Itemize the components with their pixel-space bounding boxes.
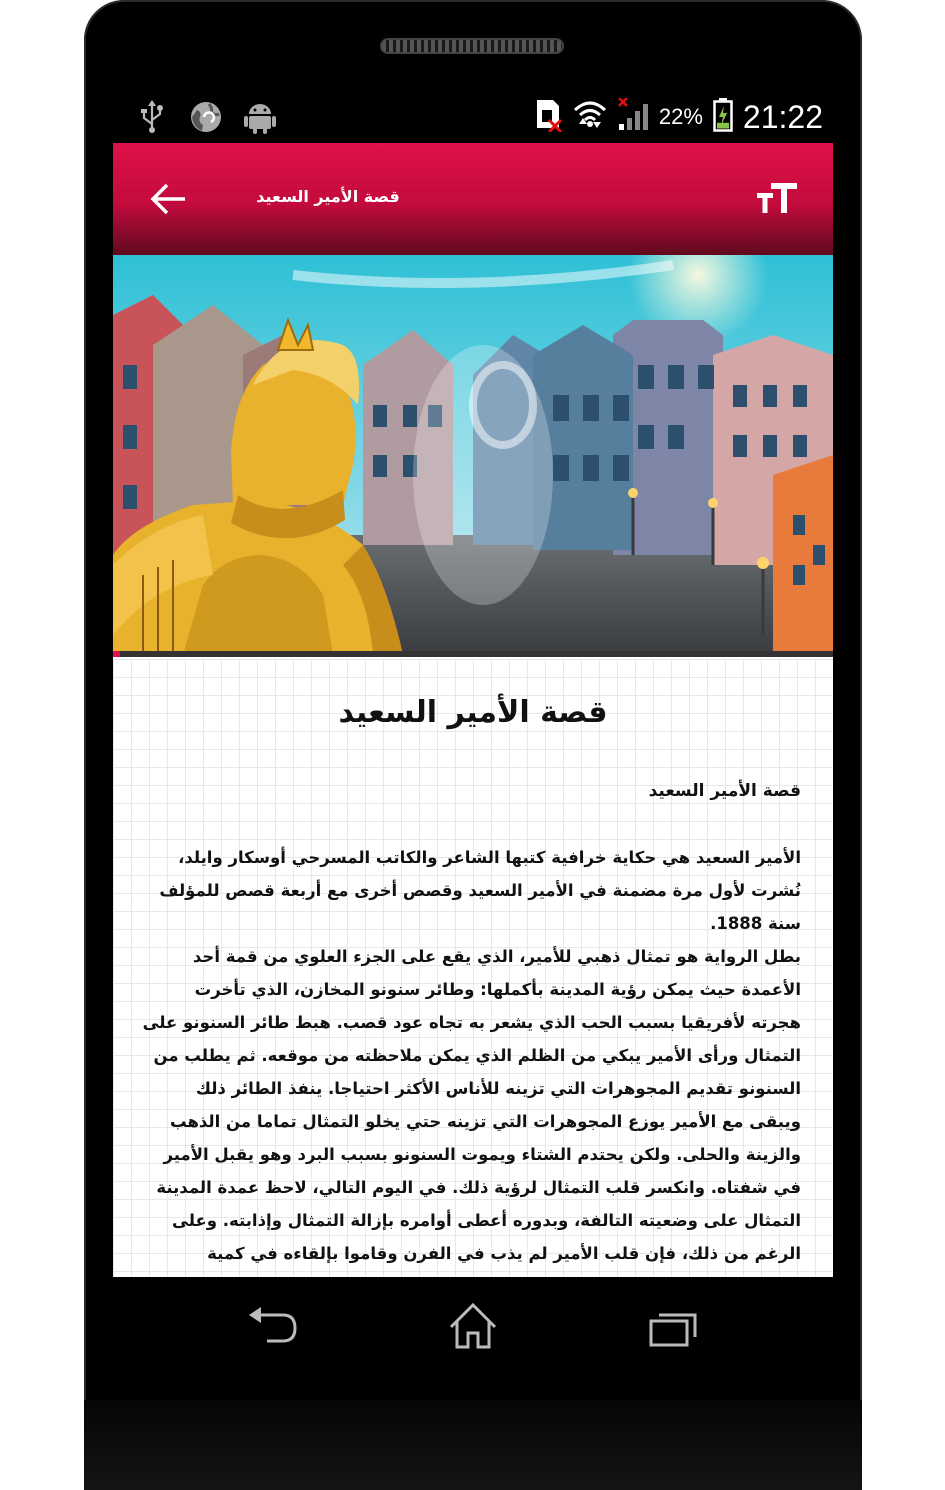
nav-recents-icon	[643, 1301, 703, 1351]
clock: 21:22	[742, 98, 823, 135]
nav-back-icon	[243, 1301, 303, 1351]
app-bar	[113, 143, 833, 255]
page-title: قصة الأمير السعيد	[256, 187, 400, 206]
nav-recents-button[interactable]	[643, 1301, 703, 1351]
story-heading: قصة الأمير السعيد	[338, 695, 608, 730]
text-size-button[interactable]	[755, 179, 799, 219]
story-illustration	[113, 255, 833, 655]
story-subheading: قصة الأمير السعيد	[648, 781, 801, 801]
nav-back-button[interactable]	[243, 1301, 303, 1351]
app-screen	[113, 143, 833, 1277]
nav-home-button[interactable]	[443, 1301, 503, 1351]
wifi-icon	[573, 98, 607, 136]
system-nav-bar	[113, 1277, 833, 1387]
story-body	[141, 841, 801, 1270]
status-bar	[113, 96, 833, 142]
device-chin	[84, 1400, 862, 1490]
sim-no-service-icon	[535, 98, 563, 136]
back-button[interactable]	[149, 179, 189, 219]
android-icon	[243, 100, 277, 134]
usb-icon	[135, 100, 169, 134]
nav-home-icon	[443, 1301, 503, 1351]
text-size-icon	[755, 179, 799, 219]
video-progress-track[interactable]	[113, 651, 833, 657]
battery-percent: 22%	[658, 104, 703, 129]
arrow-left-icon	[149, 179, 189, 219]
story-content	[113, 659, 833, 1277]
signal-icon	[617, 98, 649, 136]
battery-charging-icon	[713, 98, 733, 136]
web-sync-icon	[189, 100, 223, 134]
earpiece-speaker	[380, 38, 564, 54]
story-paragraph: بطل الرواية هو تمثال ذهبي للأمير، الذي يقع على الجزء العلوي من قمة أحد الأعمدة حيث يمكن رؤية المدينة بأكملها: وطائر سنونو المخازن، الذي تأخرت هجرته لأفريقيا بسبب الحب الذي يشعر به تجاه عود قصب. هبط طائر السنونو على التمثال ورأى الأمير يبكي من الظلم الذي يمكن ملاحظته من موقعه. ثم يطلب من السنونو تقديم المجوهرات التي تزينه للأناس الأكثر احتياجا. ينفذ الطائر ذلك ويبقى مع الأمير يوزع المجوهرات التي تزينه حتي يخلو التمثال تماما من الذهب والزينة والحلى. ولكن يحتدم الشتاء ويموت السنونو بسبب البرد وهو يقبل الأمير في شفتاه. وانكسر قلب التمثال لرؤية ذلك. في اليوم التالي، لاحظ عمدة المدينة التمثال على وضعيته التالفة، وبدوره أعطى أوامره بإزالة التمثال وإذابته. وعلى الرغم من ذلك، فإن قلب الأمير لم يذب في الفرن وقاموا بإلقاءه في كمية	[142, 947, 801, 1263]
video-progress-fill	[113, 651, 120, 657]
story-paragraph: الأمير السعيد هي حكاية خرافية كتبها الشاعر والكاتب المسرحي أوسكار وايلد، نُشرت لأول مرة مضمنة في الأمير السعيد وقصص أخرى مع أربعة قصص للمؤلف سنة 1888.	[159, 848, 801, 933]
